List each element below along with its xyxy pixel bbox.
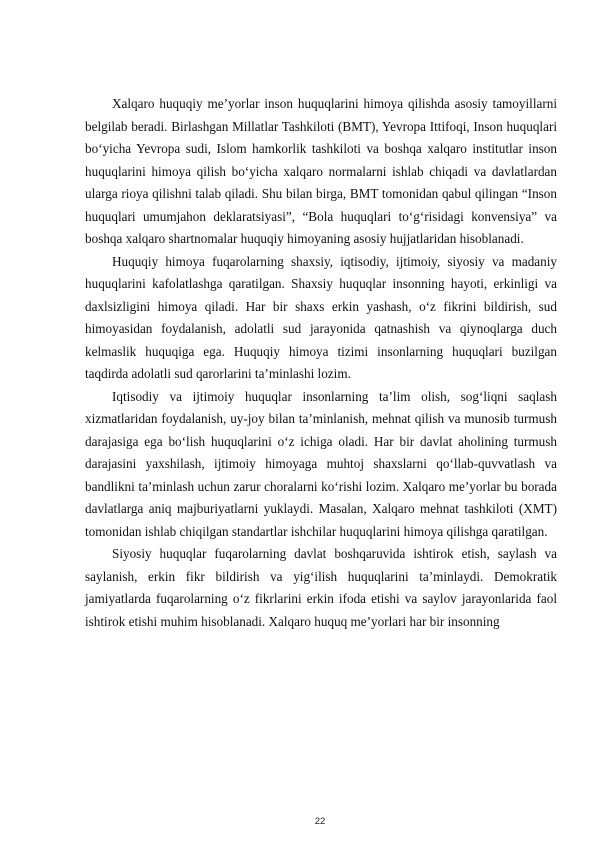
paragraph-1: Xalqaro huquqiy me’yorlar inson huquqlarini himoya qilishda asosiy tamoyillarni belgilab beradi. Birlashgan Millatlar Tashkiloti (BMT), Yevropa Ittifoqi, Inson huquqlari bo‘yicha Yevropa sudi, Islom hamkorlik tashkiloti va boshqa xalqaro institutlar inson huquqlarini himoya qilish bo‘yicha xalqaro normalarni ishlab chiqadi va davlatlardan ularga rioya qilishni talab qiladi. Shu bilan birga, BMT tomonidan qabul qilingan “Inson huquqlari umumjahon deklaratsiyasi”, “Bola huquqlari to‘g‘risidagi konvensiya” va boshqa xalqaro shartnomalar huquqiy himoyaning asosiy hujjatlaridan hisoblanadi. [85, 96, 557, 246]
page-number: 22 [314, 816, 326, 827]
paragraph-2: Huquqiy himoya fuqarolarning shaxsiy, iqtisodiy, ijtimoiy, siyosiy va madaniy huquqlarini kafolatlashga qaratilgan. Shaxsiy huquqlar insonning hayoti, erkinligi va daxlsizligini himoya qiladi. Har bir shaxs erkin yashash, o‘z fikrini bildirish, sud himoyasidan foydalanish, adolatli sud jarayonida qatnashish va qiynoqlarga duch kelmaslik huquqiga ega. Huquqiy himoya tizimi insonlarning huquqlari buzilgan taqdirda adolatli sud qarorlarini ta’minlashi lozim. [85, 253, 557, 381]
document-body [85, 93, 557, 633]
paragraph-3: Iqtisodiy va ijtimoiy huquqlar insonlarning ta’lim olish, sog‘liqni saqlash xizmatlaridan foydalanish, uy-joy bilan ta’minlanish, mehnat qilish va munosib turmush darajasiga ega bo‘lish huquqlarini o‘z ichiga oladi. Har bir davlat aholining turmush darajasini yaxshilash, ijtimoiy himoyaga muhtoj shaxslarni qo‘llab-quvvatlash va bandlikni ta’minlash uchun zarur choralarni ko‘rishi lozim. Xalqaro me’yorlar bu borada davlatlarga aniq majburiyatlarni yuklaydi. Masalan, Xalqaro mehnat tashkiloti (XMT) tomonidan ishlab chiqilgan standartlar ishchilar huquqlarini himoya qilishga qaratilgan. [85, 388, 557, 539]
paragraph-4: Siyosiy huquqlar fuqarolarning davlat boshqaruvida ishtirok etish, saylash va saylanish, erkin fikr bildirish va yig‘ilish huquqlarini ta’minlaydi. Demokratik jamiyatlarda fuqarolarning o‘z fikrlarini erkin ifoda etishi va saylov jarayonlarida faol ishtirok etishi muhim hisoblanadi. Xalqaro huquq me’yorlari har bir insonning [85, 546, 557, 629]
